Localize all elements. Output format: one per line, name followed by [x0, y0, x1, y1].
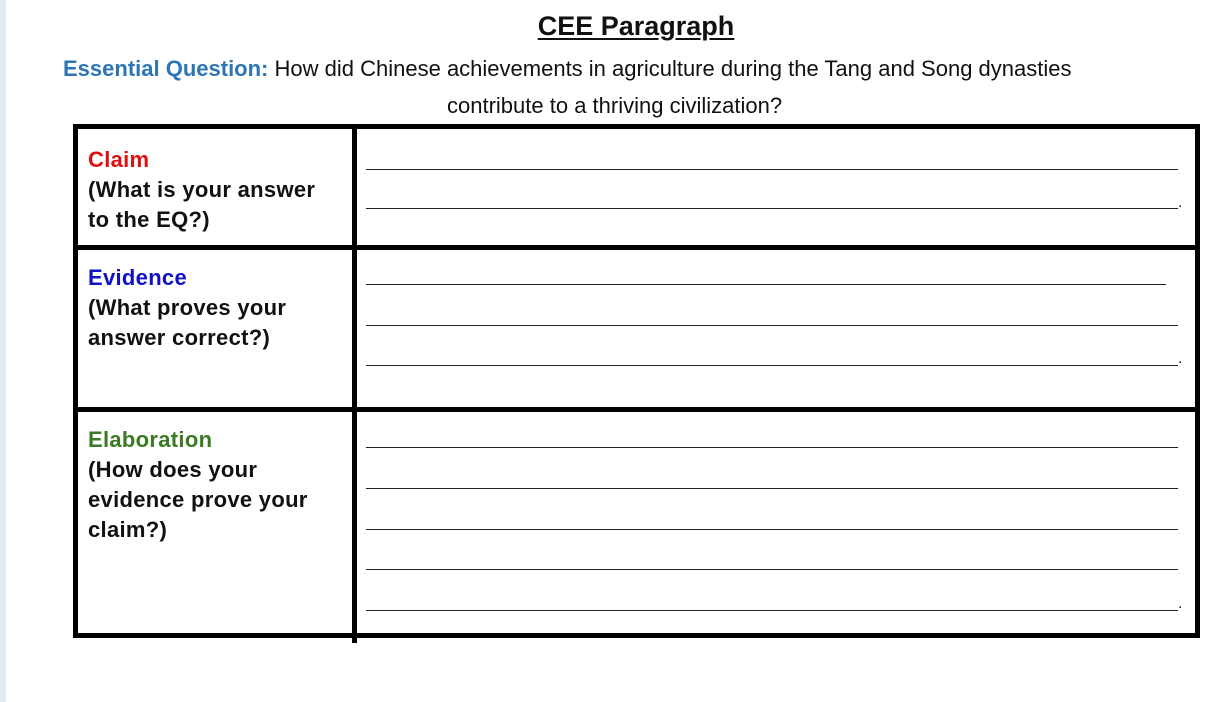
- elaboration-row: [78, 407, 1195, 643]
- claim-prompt-line-2: to the EQ?): [88, 207, 210, 232]
- elaboration-answer-line[interactable]: [366, 610, 1178, 611]
- claim-prompt-line-1: (What is your answer: [88, 177, 316, 202]
- essential-question-text: How did Chinese achievements in agriculture during the Tang and Song dynasties: [274, 56, 1072, 81]
- claim-label-cell: [88, 145, 350, 235]
- line-end-mark: .: [1178, 194, 1183, 211]
- claim-answer-line[interactable]: [366, 208, 1178, 209]
- claim-heading: Claim: [88, 147, 150, 172]
- line-end-mark: .: [1178, 595, 1183, 612]
- elaboration-answer-line[interactable]: [366, 529, 1178, 530]
- claim-row: [78, 129, 1195, 245]
- page-title: CEE Paragraph: [537, 11, 735, 41]
- page-left-edge: [0, 0, 6, 702]
- elaboration-answer-line[interactable]: [366, 488, 1178, 489]
- line-end-mark: .: [1178, 350, 1183, 367]
- column-divider: [352, 412, 357, 643]
- evidence-label-cell: [88, 263, 350, 353]
- elaboration-prompt-line-1: (How does your: [88, 457, 258, 482]
- column-divider: [352, 250, 357, 412]
- column-divider: [352, 129, 357, 245]
- evidence-heading: Evidence: [88, 265, 188, 290]
- evidence-prompt-line-2: answer correct?): [88, 325, 271, 350]
- claim-answer-line[interactable]: [366, 169, 1178, 170]
- elaboration-heading: Elaboration: [88, 427, 213, 452]
- essential-question-line-2: contribute to a thriving civilization?: [447, 93, 783, 118]
- elaboration-answer-line[interactable]: [366, 447, 1178, 448]
- evidence-row: [78, 245, 1195, 412]
- evidence-answer-line[interactable]: [366, 365, 1178, 366]
- essential-question-line-1: [63, 56, 1072, 82]
- evidence-answer-line[interactable]: [366, 325, 1178, 326]
- cee-table: [73, 124, 1200, 638]
- elaboration-answer-line[interactable]: [366, 569, 1178, 570]
- elaboration-prompt-line-2: evidence prove your: [88, 487, 308, 512]
- elaboration-label-cell: [88, 425, 350, 545]
- elaboration-prompt-line-3: claim?): [88, 517, 168, 542]
- evidence-answer-line[interactable]: [366, 284, 1166, 285]
- essential-question-label: Essential Question:: [63, 56, 269, 81]
- evidence-prompt-line-1: (What proves your: [88, 295, 287, 320]
